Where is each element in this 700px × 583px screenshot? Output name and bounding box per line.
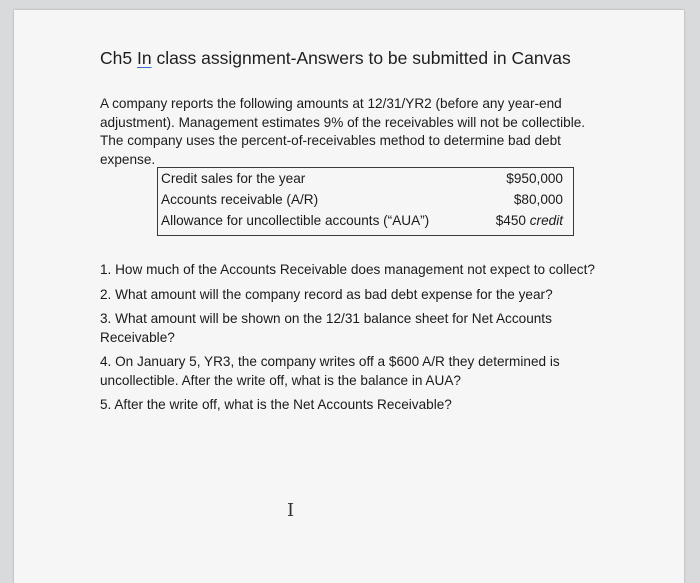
table-row [161, 192, 563, 212]
amount-value: $450 credit [495, 213, 563, 228]
table-row [161, 171, 563, 191]
question-item: 3. What amount will be shown on the 12/31 balance sheet for Net Accounts Receivable? [100, 311, 552, 345]
amount-label: Allowance for uncollectible accounts (“AUA”) [161, 213, 430, 228]
document-page [14, 10, 684, 583]
credit-note: credit [529, 213, 563, 228]
intro-paragraph: A company reports the following amounts at 12/31/YR2 (before any year-end adjustment). Management estimates 9% of the receivables will not be collectible. The company uses the percent-of-receivables method to determine bad debt expense. [100, 96, 586, 167]
title-suffix: class assignment-Answers to be submitted in Canvas [151, 48, 571, 68]
amount-value: $80,000 [513, 192, 563, 207]
amount-value: $950,000 [506, 171, 563, 186]
amounts-table [157, 167, 574, 236]
question-list [100, 261, 620, 421]
question-item: 1. How much of the Accounts Receivable does management not expect to collect? [100, 262, 595, 277]
question-item: 2. What amount will the company record as bad debt expense for the year? [100, 286, 553, 302]
table-row [161, 213, 563, 233]
amount-label: Credit sales for the year [161, 171, 306, 186]
page-title [100, 48, 571, 69]
amount-label: Accounts receivable (A/R) [161, 192, 319, 207]
question-item: 4. On January 5, YR3, the company writes off a $600 A/R they determined is uncollectible. After the write off, what is the balance in AUA? [100, 354, 560, 388]
question-item: 5. After the write off, what is the Net Accounts Receivable? [100, 397, 452, 412]
title-underlined-word: In [136, 48, 152, 68]
text-cursor-icon: I [287, 500, 295, 521]
title-prefix: Ch5 [100, 48, 137, 68]
